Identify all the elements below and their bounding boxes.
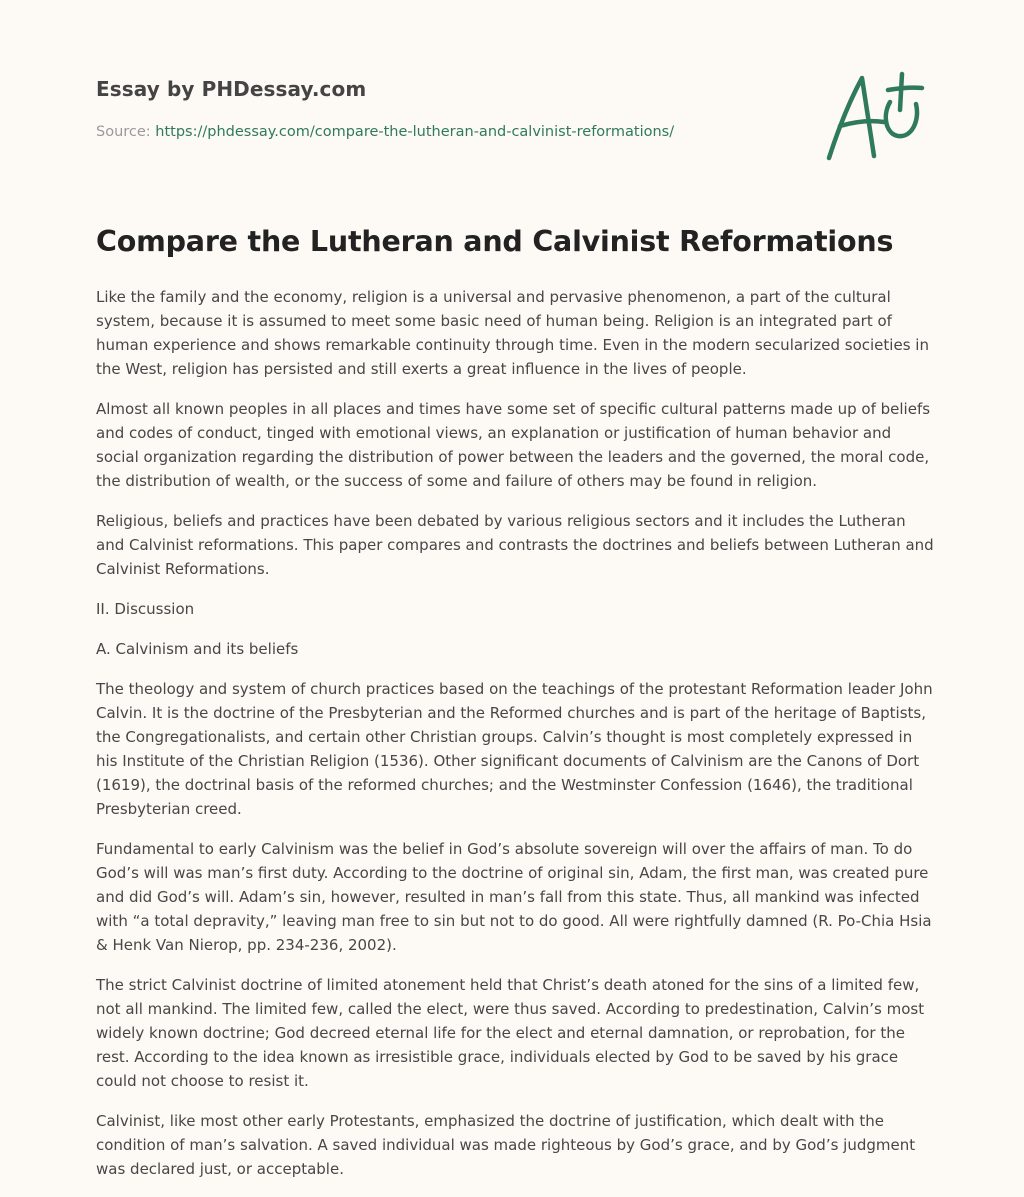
subsection-heading: A. Calvinism and its beliefs xyxy=(96,640,299,658)
paragraph: Calvinist, like most other early Protestants, emphasized the doctrine of justification, which dealt with the condition of man’s salvation. A saved individual was made righteous by God’s grace, and by God’s judgment was declared just, or acceptable. xyxy=(96,1112,916,1178)
section-heading: II. Discussion xyxy=(96,600,195,618)
paragraph: The theology and system of church practices based on the teachings of the protestant Reformation leader John Calvin. It is the doctrine of the Presbyterian and the Reformed churches and is part of the heritage of Baptists, the Congregationalists, and certain other Christian groups. Calvin’s thought is most completely expressed in his Institute of the Christian Religion (1536). Other significant documents of Calvinism are the Canons of Dort (1619), the doctrinal basis of the reformed churches; and the Westminster Confession (1646), the traditional Presbyterian creed. xyxy=(96,680,933,818)
paragraph: Almost all known peoples in all places and times have some set of specific cultural patterns made up of beliefs and codes of conduct, tinged with emotional views, an explanation or justification of human behavior and social organization regarding the distribution of power between the leaders and the governed, the moral code, the distribution of wealth, or the success of some and failure of others may be found in religion. xyxy=(96,400,931,490)
paragraph: The strict Calvinist doctrine of limited atonement held that Christ’s death atoned for the sins of a limited few, not all mankind. The limited few, called the elect, were thus saved. According to predestination, Calvin’s most widely known doctrine; God decreed eternal life for the elect and eternal damnation, or reprobation, for the rest. According to the idea known as irresistible grace, individuals elected by God to be saved by his grace could not choose to resist it. xyxy=(96,976,925,1090)
source-line xyxy=(96,124,674,140)
paragraph: Religious, beliefs and practices have been debated by various religious sectors and it includes the Lutheran and Calvinist reformations. This paper compares and contrasts the doctrines and beliefs between Lutheran and Calvinist Reformations. xyxy=(96,512,934,578)
source-link[interactable]: https://phdessay.com/compare-the-lutheran-and-calvinist-reformations/ xyxy=(155,124,675,140)
essay-body xyxy=(96,285,936,1197)
a-plus-logo-graphic xyxy=(820,68,930,168)
paragraph: Fundamental to early Calvinism was the belief in God’s absolute sovereign will over the affairs of man. To do God’s will was man’s first duty. According to the doctrine of original sin, Adam, the first man, was created pure and did God’s will. Adam’s sin, however, resulted in man’s fall from this state. Thus, all mankind was infected with “a total depravity,” leaving man free to sin but not to do good. All were rightfully damned (R. Po-Chia Hsia & Henk Van Nierop, pp. 234-236, 2002). xyxy=(96,840,932,954)
source-label: Source: xyxy=(96,124,156,140)
site-brand: Essay by PHDessay.com xyxy=(96,77,367,101)
essay-title: Compare the Lutheran and Calvinist Reformations xyxy=(96,225,894,258)
a-plus-grade-icon xyxy=(820,68,930,168)
paragraph: Like the family and the economy, religion is a universal and pervasive phenomenon, a part of the cultural system, because it is assumed to meet some basic need of human being. Religion is an integrated part of human experience and shows remarkable continuity through time. Even in the modern secularized societies in the West, religion has persisted and still exerts a great influence in the lives of people. xyxy=(96,288,929,378)
